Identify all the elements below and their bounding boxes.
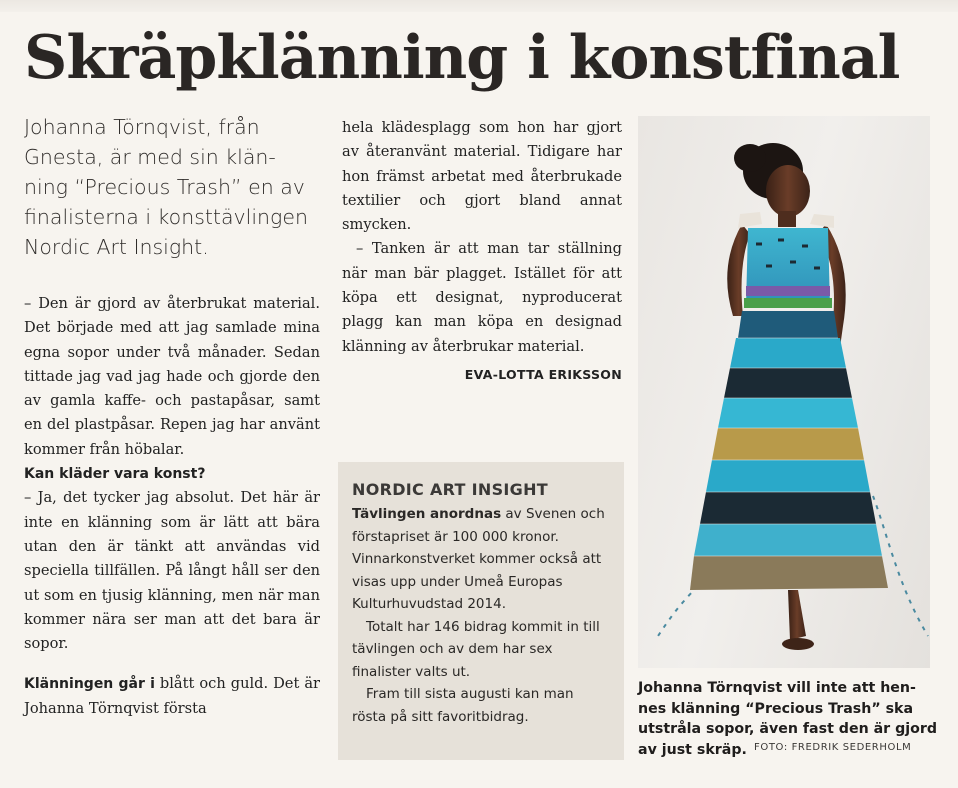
interview-question: Kan kläder vara konst? <box>24 466 206 483</box>
paragraph-text: blått och guld. Det är Johanna Törnqvist första <box>24 675 320 717</box>
lead-line: Johanna Törnqvist, från <box>24 115 260 139</box>
caption-line: av just skräp. <box>638 741 747 758</box>
fact-box-title: NORDIC ART INSIGHT <box>352 480 548 499</box>
photo-credit: FOTO: FREDRIK SEDERHOLM <box>754 742 912 753</box>
fact-box-paragraph: Totalt har 146 bidrag kommit in till tävlingen och av dem har sex finalister valts ut. <box>352 618 600 680</box>
article-column-2 <box>342 116 622 387</box>
byline: EVA-LOTTA ERIKSSON <box>464 366 622 382</box>
body-paragraph: – Den är gjord av återbrukat material. Det började med att jag samlade mina egna sopor under två månader. Sedan tittade jag vad jag hade och gjorde den av gamla kaffe- och pastapåsar, samt en del plastpåsar. Repen jag har använt kommer från höbalar. <box>24 295 320 458</box>
fact-box-leadin: Tävlingen anordnas <box>352 506 502 522</box>
dress-illustration <box>638 116 930 668</box>
lead-line: Nordic Art Insight. <box>24 235 209 259</box>
previous-page-strip <box>0 0 958 12</box>
body-paragraph <box>24 672 320 721</box>
body-paragraph: – Tanken är att man tar ställning när man bär plagget. Istället för att köpa ett designat, nyproducerat plagg kan man köpa en designad klänning av återbrukar material. <box>342 240 622 355</box>
lead-line: Gnesta, är med sin klän- <box>24 145 276 169</box>
body-paragraph: hela klädesplagg som hon har gjort av återanvänt material. Tidigare har hon främst arbetat med återbrukade textilier och gjort bland annat smycken. <box>342 119 622 234</box>
headline: Skräpklänning i konstfinal <box>24 23 900 93</box>
paragraph-leadin: Klänningen går i <box>24 676 155 693</box>
caption-line: nes klänning “Precious Trash” ska <box>638 700 914 717</box>
body-paragraph: – Ja, det tycker jag absolut. Det här är inte en klänning som är lätt att bära utan den är tänkt att användas vid speciella tillfällen. På långt håll ser den ut som en tjusig klänning, men när man kommer nära ser man att det bara är sopor. <box>24 489 320 653</box>
lead-line: ning “Precious Trash” en av <box>24 175 305 199</box>
article-column-1 <box>24 292 320 721</box>
fact-box-text: av Svenen och förstapriset är 100 000 kronor. Vinnarkonstverket kommer också att visas upp under Umeå Europas Kulturhuvudstad 2014. <box>352 506 605 612</box>
lead-line: finalisterna i konsttävlingen <box>24 205 308 229</box>
dress-photo <box>638 116 930 668</box>
caption-line: utstråla sopor, även fast den är gjord <box>638 721 938 737</box>
caption-line: Johanna Törnqvist vill inte att hen- <box>638 680 916 696</box>
fact-box-paragraph <box>352 503 610 616</box>
fact-box <box>338 462 624 760</box>
lead-paragraph <box>24 112 324 262</box>
fact-box-paragraph: Fram till sista augusti kan man rösta på sitt favoritbidrag. <box>352 686 574 725</box>
